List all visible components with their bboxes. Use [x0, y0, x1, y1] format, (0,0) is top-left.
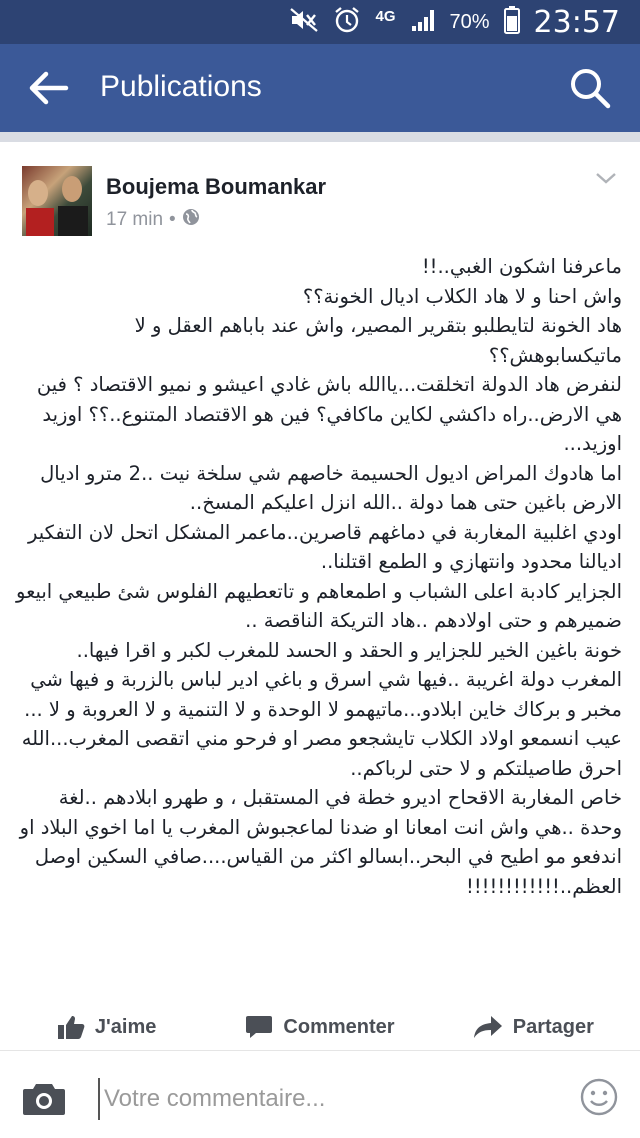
share-button[interactable]: [427, 1004, 640, 1050]
alarm-icon: [333, 6, 361, 39]
post-line: خاص المغاربة الاقحاح اديرو خطة في المستقبل ، و طهرو ابلادهم ..لغة وحدة ..هي واش انت امعانا او ضدنا لماعجبوش المغرب يا اما اخوي البلاد او اندفعو مو اطيح في البحر..ابسالو اكثر من القياس....صافي السكين اوصل العظم..!!!!!!!!!!!!: [19, 786, 622, 898]
comment-label: Commenter: [283, 1015, 395, 1038]
battery-icon: [504, 6, 520, 39]
post-text: [14, 252, 622, 901]
share-label: Partager: [512, 1015, 594, 1038]
emoji-icon[interactable]: [580, 1078, 618, 1116]
battery-percent: 70%: [449, 10, 490, 33]
post-line: اما هادوك المراض اديول الحسيمة خاصهم شي سلخة نيت ..2 مترو اديال الارض باغين حتى هما دولة ..الله انزل اعليكم المسخ..: [40, 461, 622, 514]
divider: [0, 1050, 640, 1051]
post-line: اودي اغلبية المغاربة في دماغهم قاصرين..ماعمر المشكل اتحل لان التفكير اديالنا محدود وانتهازي و الطمع اقتلنا..: [28, 520, 622, 573]
post-author[interactable]: Boujema Boumankar: [106, 174, 327, 199]
post-line: هاد الخونة لتايطلبو بتقرير المصير، واش عند باباهم العقل و لا ماتيكسابوهش؟؟: [134, 314, 622, 367]
post-meta: [106, 208, 200, 232]
post-card: [0, 142, 640, 1138]
thumbs-up-icon: [57, 1014, 85, 1040]
post-line: لنفرض هاد الدولة اتخلقت...ياالله باش غادي اعيشو و نميو الاقتصاد ؟ فين هي الارض..راه داكشي لكاين ماكافي؟ فين هو الاقتصاد المتنوع..؟؟ اوزيد اوزيد...: [36, 373, 622, 455]
network-type: 4G: [375, 7, 396, 25]
post-line: ماعرفنا اشكون الغبي..!!: [421, 255, 622, 278]
clock: 23:57: [533, 4, 620, 40]
post-line: الجزاير كادبة اعلى الشباب و اطمعاهم و تاتعطيهم الفلوس شئ طبيعي ابيعو ضميرهم و حتى اولادهم ..هاد التريكة الناقصة ..: [16, 579, 622, 632]
signal-icon: [410, 7, 436, 38]
status-bar: [0, 0, 640, 44]
share-icon: [473, 1014, 503, 1040]
post-actions: [0, 1004, 640, 1050]
app-bar: [0, 44, 640, 132]
globe-icon: [182, 208, 200, 232]
camera-icon[interactable]: [22, 1080, 66, 1116]
chevron-down-icon[interactable]: [594, 170, 618, 186]
comment-bar: [0, 1058, 640, 1138]
post-line: واش احنا و لا هاد الكلاب اديال الخونة؟؟: [302, 284, 622, 308]
post-line: المغرب دولة اغريبة ..فيها شي اسرق و باغي ادير لباس بالزربة و فيها شي مخبر و بركاك خاين ابلادو...ماتيهمو لا الوحدة و لا التنمية و لا العروبة و لا ...: [24, 668, 622, 721]
like-label: J'aime: [94, 1015, 157, 1038]
search-icon[interactable]: [568, 66, 612, 110]
meta-separator: •: [169, 209, 176, 230]
post-time[interactable]: 17 min: [106, 209, 164, 230]
post-line: خونة باغين الخير للجزاير و الحقد و الحسد للمغرب لكبر و اقرا فيها..: [76, 638, 622, 662]
page-title: Publications: [100, 70, 262, 103]
post-line: عيب انسمعو اولاد الكلاب تايشجعو مصر او فرحو مني اتقصى المغرب...الله احرق طاصيلتكم و لا حتى لرباكم..: [21, 727, 622, 780]
mute-icon: [289, 7, 319, 38]
back-arrow-icon[interactable]: [26, 68, 70, 108]
comment-icon: [245, 1014, 273, 1040]
comment-input[interactable]: [98, 1078, 566, 1120]
like-button[interactable]: [0, 1004, 213, 1050]
comment-button[interactable]: [213, 1004, 426, 1050]
divider: [0, 132, 640, 142]
avatar[interactable]: [22, 166, 92, 236]
